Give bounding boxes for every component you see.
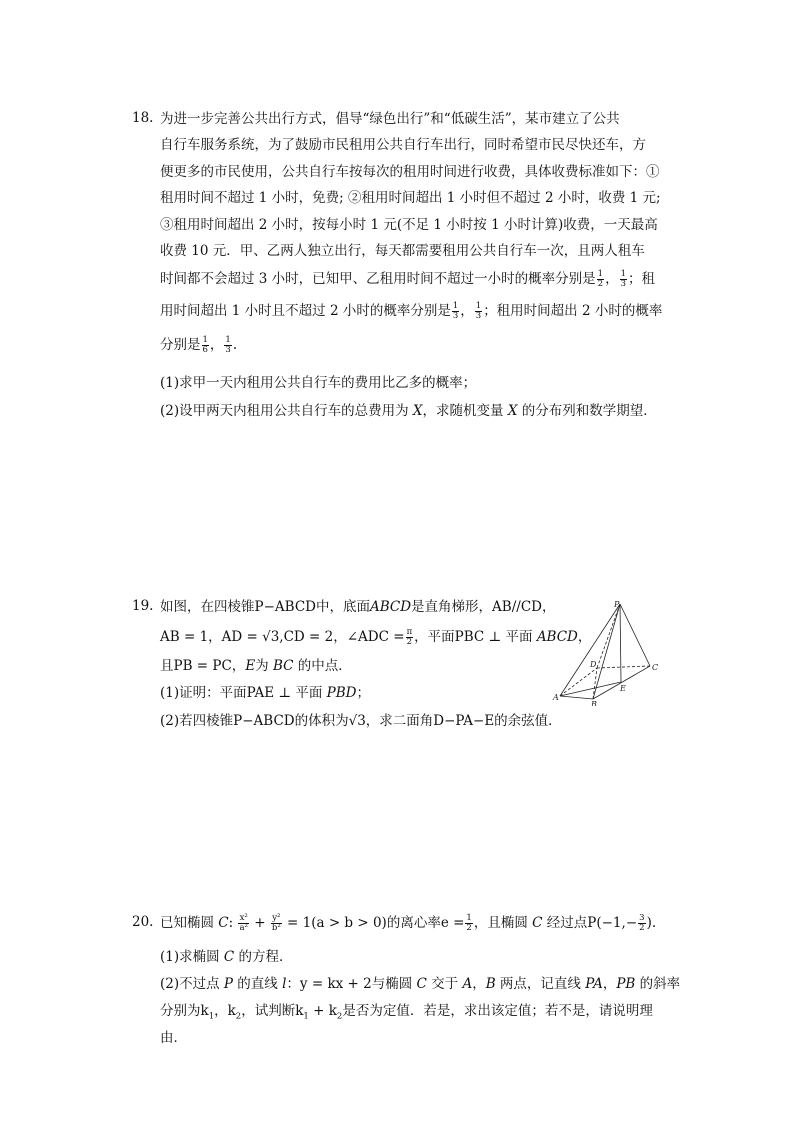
numerator: 1 [597,269,604,279]
text: 的中点． [293,658,352,674]
text: . [232,337,238,353]
problem-19-line-2 [160,628,591,647]
var: PBD [326,685,357,701]
text: + k [308,1003,337,1019]
denominator: 3 [620,279,627,289]
problem-19-number: 19. [132,598,154,614]
fraction [452,302,459,321]
fraction [597,270,604,289]
denominator: 2 [406,637,413,647]
text: 的分布列和数学期望． [517,403,657,419]
problem-20-number: 20. [132,914,154,930]
text: 如图，在四棱锥P−ABCD中，底面 [160,599,370,615]
problem-18-line-4: 租用时间不超过 1 小时，免费; ②租用时间超出 1 小时但不超过 2 小时，收费 1 元; [160,190,661,206]
problem-18-number: 18. [132,110,154,126]
problem-20-line-1 [160,914,656,933]
problem-18-line-7 [160,270,655,289]
problem-18-line-9 [160,336,237,355]
text: ， [460,303,474,319]
label-B: B [591,700,597,706]
text: 两点，记直线 [495,976,586,992]
text: 用时间超出 1 小时且不超过 2 小时的概率分别是 [160,303,451,319]
numerator: x² [239,913,248,923]
text: ，平面PBC ⊥ 平面 [414,629,537,645]
fraction [202,336,209,355]
text: = 1(a > b > 0)的离心率e = [282,915,465,931]
problem-18-line-5: ③租用时间超出 2 小时，按每小时 1 元(不足 1 小时按 1 小时计算)收费，一天最高 [160,217,658,233]
var: l [282,976,287,992]
text: ，k [214,1003,236,1019]
numerator: 1 [225,335,231,345]
var: X [507,403,518,419]
subscript: 2 [336,1011,343,1022]
text: (2)设甲两天内租用公共自行车的总费用为 [160,403,413,419]
text: ， [605,271,619,287]
denominator: 6 [202,345,208,355]
problem-20-line-3 [160,1002,653,1026]
text: (2)不过点 [160,976,224,992]
text: AB = 1，AD = √3,CD = 2，∠ADC = [160,629,405,645]
fraction [620,270,627,289]
text: (1)求椭圆 [160,949,224,965]
var: PB [616,976,636,992]
text: ，且椭圆 [473,915,533,931]
label-P: P [614,600,620,609]
label-E: E [620,684,626,693]
denominator: 3 [452,311,459,321]
problem-19-question-2: (2)若四棱锥P−ABCD的体积为√3，求二面角D−PA−E的余弦值． [160,713,562,729]
denominator: b² [271,923,281,933]
text: ，试判断k [241,1003,304,1019]
text: ；租 [628,271,656,287]
edge-PD [597,604,620,668]
denominator: 3 [475,311,482,321]
edge-PA [560,604,620,696]
label-D: D [590,660,597,669]
problem-19-question-1 [160,684,370,702]
text: ， [472,976,486,992]
problem-18-question-2 [160,402,657,420]
denominator: 3 [225,345,231,355]
problem-18-line-8 [160,302,662,321]
var: C [416,976,427,992]
text: ；租用时间超出 2 小时的概率 [483,303,663,319]
numerator: 1 [452,301,459,311]
var: PA [585,976,603,992]
problem-18-line-6: 收费 10 元．甲、乙两人独立出行，每天都需要租用公共自行车一次，且两人租车 [160,243,645,259]
var: ABCD [536,629,578,645]
problem-18-line-3: 便更多的市民使用，公共自行车按每次的租用时间进行收费，具体收费标准如下：① [160,164,660,180]
var: ABCD [369,599,412,615]
edge-AB [560,696,593,699]
fraction [238,914,248,933]
text: 且PB = PC， [160,658,246,674]
fraction [271,914,282,933]
text: 为 [255,658,273,674]
text: 已知椭圆 [160,915,219,931]
denominator: a² [239,923,248,933]
edge-BD [593,668,597,699]
text: 分别为k [160,1003,209,1019]
fraction [475,302,482,321]
edge-PE [620,604,621,682]
fraction [465,914,472,933]
var: X [412,403,423,419]
edge-PC [620,604,650,666]
var: P [223,976,234,992]
problem-19-line-3 [160,657,352,675]
var: E [245,658,256,674]
subscript: 1 [208,1011,215,1022]
text: 是否为定值．若是，求出该定值；若不是，请说明理 [342,1003,653,1019]
subscript: 2 [235,1011,242,1022]
text: 的方程． [234,949,293,965]
text: ； [356,685,370,701]
text: : [228,915,238,931]
var: C [223,949,235,965]
text: ， [577,629,592,645]
fraction [224,336,231,355]
fraction [406,628,414,647]
text: ， [602,976,617,992]
fraction [638,914,645,933]
text: ， [209,337,224,353]
text: 是直角梯形，AB//CD， [411,599,556,615]
var: B [485,976,496,992]
edge-DC [597,666,650,668]
text: + [249,915,270,931]
problem-18-question-1: (1)求甲一天内租用公共自行车的费用比乙多的概率； [160,375,477,391]
problem-20-line-4: 由． [160,1030,187,1046]
subscript: 1 [303,1011,309,1022]
text: 的斜率 [635,976,681,992]
numerator: 1 [475,301,482,311]
pyramid-figure [550,600,662,706]
var: A [462,976,473,992]
text: ). [646,915,657,931]
label-A: A [553,693,559,702]
problem-18-line-2: 自行车服务系统，为了鼓励市民租用公共自行车出行，同时希望市民尽快还车，方 [160,137,646,153]
label-C: C [652,663,659,672]
edge-PB [593,604,620,699]
problem-19-line-1 [160,598,555,616]
numerator: 3 [639,913,645,923]
problem-18-line-1: 为进一步完善公共出行方式，倡导“绿色出行”和“低碳生活”，某市建立了公共 [160,111,620,127]
denominator: 2 [597,279,604,289]
text: 的直线 [233,976,283,992]
text: 分别是 [160,337,201,353]
problem-20-question-2 [160,975,680,993]
text: ：y = kx + 2与椭圆 [286,976,417,992]
text: (1)证明：平面PAE ⊥ 平面 [160,685,327,701]
var: C [532,915,543,931]
problem-20-question-1 [160,948,293,966]
numerator: 1 [466,913,472,923]
denominator: 2 [639,923,645,933]
numerator: y² [272,913,281,923]
denominator: 2 [466,923,472,933]
var: BC [272,658,294,674]
text: 交于 [426,976,463,992]
numerator: 1 [620,269,627,279]
text: 经过点P(−1,− [542,915,638,931]
numerator: 1 [202,335,208,345]
text: ，求随机变量 [422,403,508,419]
edge-BC [593,666,650,699]
var: C [218,915,229,931]
numerator: π [406,627,413,637]
text: 时间都不会超过 3 小时，已知甲、乙租用时间不超过一小时的概率分别是 [160,271,596,287]
